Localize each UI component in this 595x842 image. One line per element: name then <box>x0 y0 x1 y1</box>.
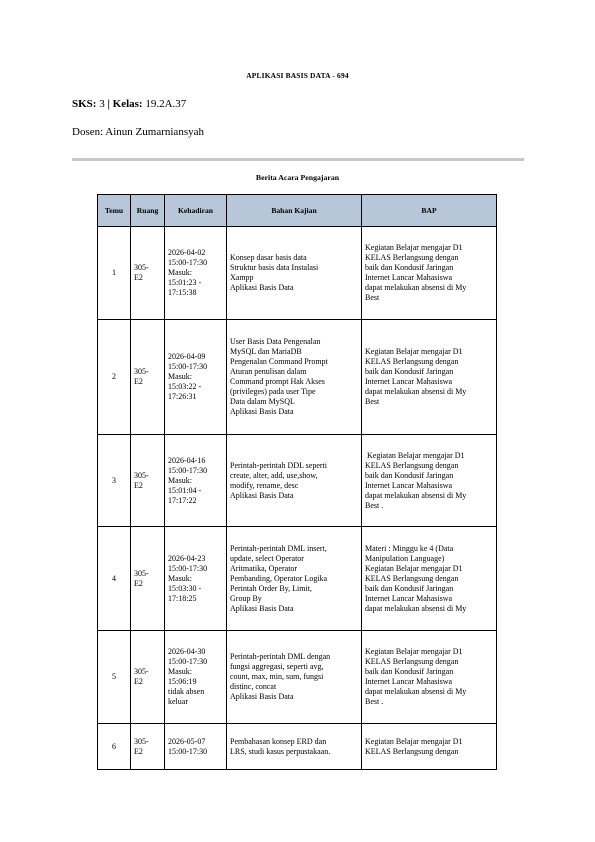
section-divider <box>72 158 524 161</box>
bahan-kajian-cell: Pembahasan konsep ERD dan LRS, studi kasus perpustakaan. <box>227 724 362 770</box>
ruang-cell: 305- E2 <box>131 227 165 320</box>
kehadiran-cell: 2026-04-16 15:00-17:30 Masuk: 15:01:04 - 17:17:22 <box>165 435 227 527</box>
sks-value: 3 <box>99 98 105 110</box>
temu-cell: 4 <box>98 527 131 631</box>
ruang-cell: 305- E2 <box>131 320 165 435</box>
course-info-line <box>72 98 186 110</box>
bahan-kajian-cell: Perintah-perintah DDL seperti create, alter, add, use,show, modify, rename, desc Aplikasi Basis Data <box>227 435 362 527</box>
temu-cell: 5 <box>98 631 131 724</box>
teaching-record-table <box>97 194 497 770</box>
table-row <box>98 320 497 435</box>
lecturer-line: Dosen: Ainun Zumarniansyah <box>72 126 204 138</box>
temu-cell: 6 <box>98 724 131 770</box>
table-caption: Berita Acara Pengajaran <box>255 173 340 182</box>
kehadiran-cell: 2026-04-02 15:00-17:30 Masuk: 15:01:23 - 17:15:38 <box>165 227 227 320</box>
bahan-kajian-cell: Konsep dasar basis data Struktur basis data Instalasi Xampp Aplikasi Basis Data <box>227 227 362 320</box>
ruang-cell: 305- E2 <box>131 631 165 724</box>
table-row <box>98 527 497 631</box>
table-row <box>98 724 497 770</box>
ruang-cell: 305- E2 <box>131 724 165 770</box>
bap-cell: Kegiatan Belajar mengajar D1 KELAS Berlangsung dengan baik dan Kondusif Jaringan Internet Lancar Mahasiswa dapat melakukan absensi di My Best <box>362 227 497 320</box>
kehadiran-cell: 2026-04-09 15:00-17:30 Masuk: 15:03:22 - 17:26:31 <box>165 320 227 435</box>
table-row <box>98 227 497 320</box>
kehadiran-cell: 2026-04-23 15:00-17:30 Masuk: 15:03:30 - 17:18:25 <box>165 527 227 631</box>
info-separator: | <box>107 98 110 110</box>
sks-label: SKS: <box>72 98 97 110</box>
table-row <box>98 435 497 527</box>
bap-cell: Kegiatan Belajar mengajar D1 KELAS Berlangsung dengan baik dan Kondusif Jaringan Internet Lancar Mahasiswa dapat melakukan absensi di My Best <box>362 320 497 435</box>
bap-cell: Kegiatan Belajar mengajar D1 KELAS Berlangsung dengan baik dan Kondusif Jaringan Internet Lancar Mahasiswa dapat melakukan absensi di My Best . <box>362 435 497 527</box>
temu-cell: 1 <box>98 227 131 320</box>
kehadiran-cell: 2026-04-30 15:00-17:30 Masuk: 15:06:19 tidak absen keluar <box>165 631 227 724</box>
kehadiran-cell: 2026-05-07 15:00-17:30 <box>165 724 227 770</box>
kelas-value: 19.2A.37 <box>145 98 187 110</box>
bap-cell: Kegiatan Belajar mengajar D1 KELAS Berlangsung dengan <box>362 724 497 770</box>
table-row <box>98 631 497 724</box>
col-header-ruang: Ruang <box>131 195 165 227</box>
ruang-cell: 305- E2 <box>131 527 165 631</box>
col-header-kehadiran: Kehadiran <box>165 195 227 227</box>
col-header-bahan-kajian: Bahan Kajian <box>227 195 362 227</box>
bap-cell: Kegiatan Belajar mengajar D1 KELAS Berlangsung dengan baik dan Kondusif Jaringan Internet Lancar Mahasiswa dapat melakukan absensi di My Best . <box>362 631 497 724</box>
bahan-kajian-cell: Perintah-perintah DML dengan fungsi aggregasi, seperti avg, count, max, min, sum, fungsi distinc, concat Aplikasi Basis Data <box>227 631 362 724</box>
table-header-row <box>98 195 497 227</box>
temu-cell: 2 <box>98 320 131 435</box>
col-header-bap: BAP <box>362 195 497 227</box>
bap-cell: Materi : Minggu ke 4 (Data Manipulation Language) Kegiatan Belajar mengajar D1 KELAS Berlangsung dengan baik dan Kondusif Jaringan Internet Lancar Mahasiswa dapat melakukan absensi di My <box>362 527 497 631</box>
col-header-temu: Temu <box>98 195 131 227</box>
course-title: APLIKASI BASIS DATA - 694 <box>246 71 349 80</box>
bahan-kajian-cell: User Basis Data Pengenalan MySQL dan MariaDB Pengenalan Command Prompt Aturan penulisan dalam Command prompt Hak Akses (privileges) pada user Tipe Data dalam MySQL Aplikasi Basis Data <box>227 320 362 435</box>
ruang-cell: 305- E2 <box>131 435 165 527</box>
temu-cell: 3 <box>98 435 131 527</box>
bahan-kajian-cell: Perintah-perintah DML insert, update, select Operator Aritmatika, Operator Pembanding, Operator Logika Perintah Order By, Limit, Group By Aplikasi Basis Data <box>227 527 362 631</box>
kelas-label: Kelas: <box>112 98 143 110</box>
